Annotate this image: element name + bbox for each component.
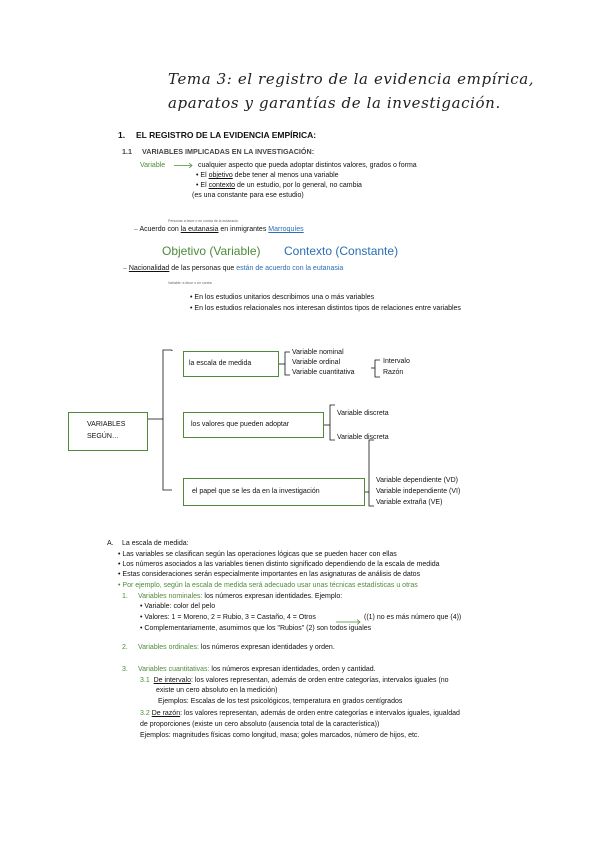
item1-sub: • Valores: 1 = Moreno, 2 = Rubio, 3 = Castaño, 4 = Otros	[140, 614, 316, 621]
diagram-branch1-item: Variable nominal	[292, 349, 344, 356]
sub31-line: 3.1 De intervalo: los valores representan, además de orden entre categorías, intervalos iguales (no	[140, 677, 449, 684]
diagram-branch2-item: Variable discreta	[337, 434, 389, 441]
item2-number: 2.	[122, 644, 128, 651]
variable-bullet-contexto: • El contexto de un estudio, por lo general, no cambia	[196, 182, 362, 189]
item1-sub: • Variable: color del pelo	[140, 603, 216, 610]
example-objetivo: Objetivo (Variable)	[162, 244, 261, 258]
sectionA-bullet: • Las variables se clasifican según las operaciones lógicas que se pueden hacer con ellas	[118, 551, 397, 558]
title-line-2: aparatos y garantías de la investigación.	[168, 94, 501, 112]
diagram-branch3-box	[183, 478, 365, 506]
diagram-branch1-sub: Intervalo	[383, 358, 410, 365]
item3-line: Variables cuantitativas: los números expresan identidades, orden y cantidad.	[138, 666, 376, 673]
example-line-1: – Acuerdo con la eutanasia en inmigrantes Marroquíes	[134, 226, 304, 233]
sub32-line-2: de proporciones (existe un cero absoluto (ausencia total de la característica))	[140, 721, 380, 728]
item1-number: 1.	[122, 593, 128, 600]
diagram-branch3-item: Variable independiente (VI)	[376, 488, 461, 495]
sub32-example: Ejemplos: magnitudes físicas como longitud, masa; goles marcados, número de hijos, etc.	[140, 732, 420, 739]
section1-heading: EL REGISTRO DE LA EVIDENCIA EMPÍRICA:	[136, 130, 317, 140]
diagram-branch3-item: Variable dependiente (VD)	[376, 477, 458, 484]
example-tiny-note-2: Variable: a favor o en contra	[168, 281, 212, 285]
variable-label: Variable	[140, 162, 166, 169]
diagram-branch2-box	[183, 412, 324, 438]
section1-number: 1.	[118, 130, 126, 140]
example-line-2: – Nacionalidad de las personas que están de acuerdo con la eutanasia	[123, 265, 344, 272]
diagram-branch1-box	[183, 351, 279, 377]
item1-sub: • Complementariamente, asumimos que los "Rubios" (2) son todos iguales	[140, 625, 372, 632]
sub31-line-2: existe un cero absoluto en la medición)	[156, 687, 278, 694]
item1-line: Variables nominales: los números expresan identidades. Ejemplo:	[138, 593, 343, 600]
diagram-branch1-sub: Razón	[383, 369, 404, 376]
variable-definition: cualquier aspecto que pueda adoptar distintos valores, grados o forma	[198, 162, 417, 169]
title-line-1: Tema 3: el registro de la evidencia empírica,	[168, 70, 535, 88]
diagram-branch3-item: Variable extraña (VE)	[376, 499, 443, 506]
sectionA-bullet: • Estas consideraciones serán especialmente importantes en las asignaturas de análisis de datos	[118, 571, 421, 578]
sectionA-bullet: • Los números asociados a las variables tienen distinto significado dependiendo de la escala de medida	[118, 561, 440, 568]
item1-arrow-text: ((1) no es más número que (4))	[364, 614, 462, 621]
section1-sub-heading: VARIABLES IMPLICADAS EN LA INVESTIGACIÓN:	[142, 147, 315, 156]
diagram-root-label: VARIABLES SEGÚN…	[87, 421, 126, 440]
example-tiny-note-1: Personas a favor o en contra de la eutanasia	[168, 219, 238, 223]
example-contexto: Contexto (Constante)	[284, 244, 399, 258]
variable-bullet-note: (es una constante para ese estudio)	[192, 192, 304, 199]
diagram-branch1-item: Variable cuantitativa	[292, 369, 355, 376]
section1-sub-number: 1.1	[122, 147, 132, 156]
variable-bullet-objetivo: • El objetivo debe tener al menos una variable	[196, 172, 339, 179]
diagram-branch1-label: la escala de medida	[189, 360, 252, 367]
sectionA-heading: La escala de medida:	[122, 540, 189, 547]
sub31-example: Ejemplos: Escalas de los test psicológicos, temperatura en grados centígrados	[158, 698, 403, 705]
sub32-line: 3.2 De razón: los valores representan, además de orden entre categorías e intervalos iguales, igualdad	[140, 710, 460, 717]
diagram-branch2-item: Variable discreta	[337, 410, 389, 417]
item2-line: Variables ordinales: los números expresan identidades y orden.	[138, 644, 335, 651]
diagram-branch3-label: el papel que se les da en la investigación	[192, 488, 320, 495]
study-bullet-2: • En los estudios relacionales nos interesan distintos tipos de relaciones entre variables	[190, 305, 461, 312]
study-bullet-1: • En los estudios unitarios describimos una o más variables	[190, 294, 375, 301]
diagram-branch2-label: los valores que pueden adoptar	[191, 421, 290, 428]
diagram-branch1-item: Variable ordinal	[292, 359, 341, 366]
item3-number: 3.	[122, 666, 128, 673]
sectionA-letter: A.	[107, 540, 114, 547]
diagram-root-box	[68, 412, 148, 451]
sectionA-green-bullet: • Por ejemplo, según la escala de medida será adecuado usar unas técnicas estadísticas u otras	[118, 582, 418, 589]
